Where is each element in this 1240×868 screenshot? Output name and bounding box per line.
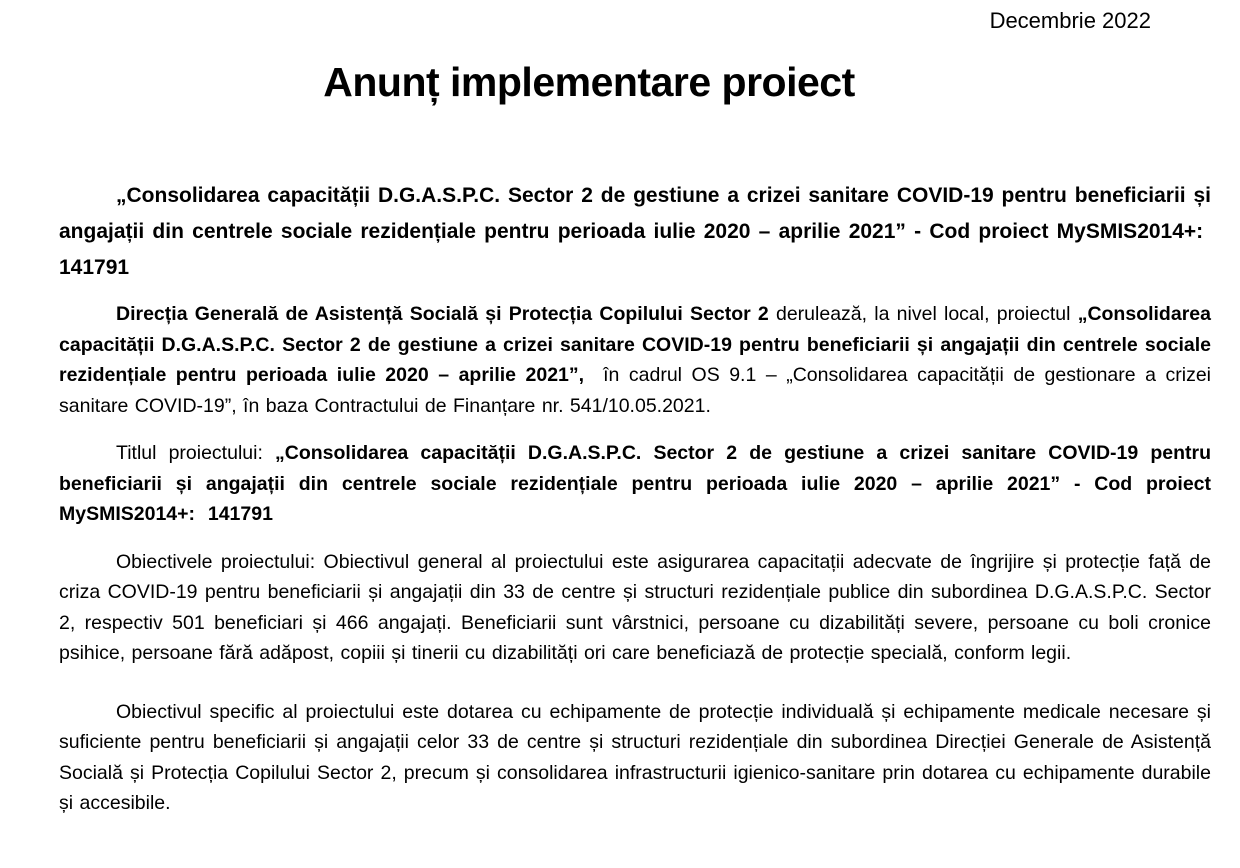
paragraph-1 [59, 178, 1211, 286]
document-body [59, 178, 1211, 819]
document-date: Decembrie 2022 [989, 8, 1151, 33]
text-segment: Obiectivele proiectului: Obiectivul general al proiectului este asigurarea capacitații adecvate de îngrijire și protecție față de criza COVID-19 pentru beneficiarii și angajații din 33 de centre și structuri rezidențiale publice din subordinea D.G.A.S.P.C. Sector 2, respectiv 501 beneficiari și 466 angajați. Beneficiarii sunt vârstnici, persoane cu dizabilități severe, persoane cu boli cronice psihice, persoane fără adăpost, copiii și tinerii cu dizabilități ori care beneficiază de protecție specială, conform legii. [59, 550, 1211, 664]
text-segment: în cadrul OS 9.1 – „Consolidarea capacității de gestionare a crizei sanitare COVID-19”, în baza Contractului de Finanțare nr. 541/10.05.2021. [59, 364, 1211, 417]
page-title: Anunț implementare proiect [323, 59, 855, 105]
bold-text-segment: „Consolidarea capacității D.G.A.S.P.C. Sector 2 de gestiune a crizei sanitare COVID-19 pentru beneficiarii și angajații din centrele sociale rezidențiale pentru perioada iulie 2020 – aprilie 2021”, [59, 303, 1211, 386]
paragraph-4 [59, 547, 1211, 669]
paragraph-5 [59, 697, 1211, 819]
paragraph-2 [59, 299, 1211, 421]
text-segment: Titlul proiectului: [116, 442, 275, 464]
paragraph-3 [59, 438, 1211, 530]
text-segment: derulează, la nivel local, proiectul [768, 303, 1078, 325]
bold-text-segment: Direcția Generală de Asistență Socială și Protecția Copilului Sector 2 [116, 303, 769, 325]
bold-text-segment: „Consolidarea capacității D.G.A.S.P.C. Sector 2 de gestiune a crizei sanitare COVID-19 pentru beneficiarii și angajații din centrele sociale rezidențiale pentru perioada iulie 2020 – aprilie 2021” - Cod proiect MySMIS2014+: 141791 [59, 442, 1211, 525]
bold-text-segment: „Consolidarea capacității D.G.A.S.P.C. Sector 2 de gestiune a crizei sanitare COVID-19 pentru beneficiarii și angajații din centrele sociale rezidențiale pentru perioada iulie 2020 – aprilie 2021” - Cod proiect MySMIS2014+: 141791 [59, 184, 1211, 279]
text-segment: Obiectivul specific al proiectului este dotarea cu echipamente de protecție individuală și echipamente medicale necesare și suficiente pentru beneficiarii și angajații celor 33 de centre și structuri rezidențiale din subordinea Direcției Generale de Asistență Socială și Protecția Copilului Sector 2, precum și consolidarea infrastructurii igienico-sanitare prin dotarea cu echipamente durabile și accesibile. [59, 700, 1211, 814]
